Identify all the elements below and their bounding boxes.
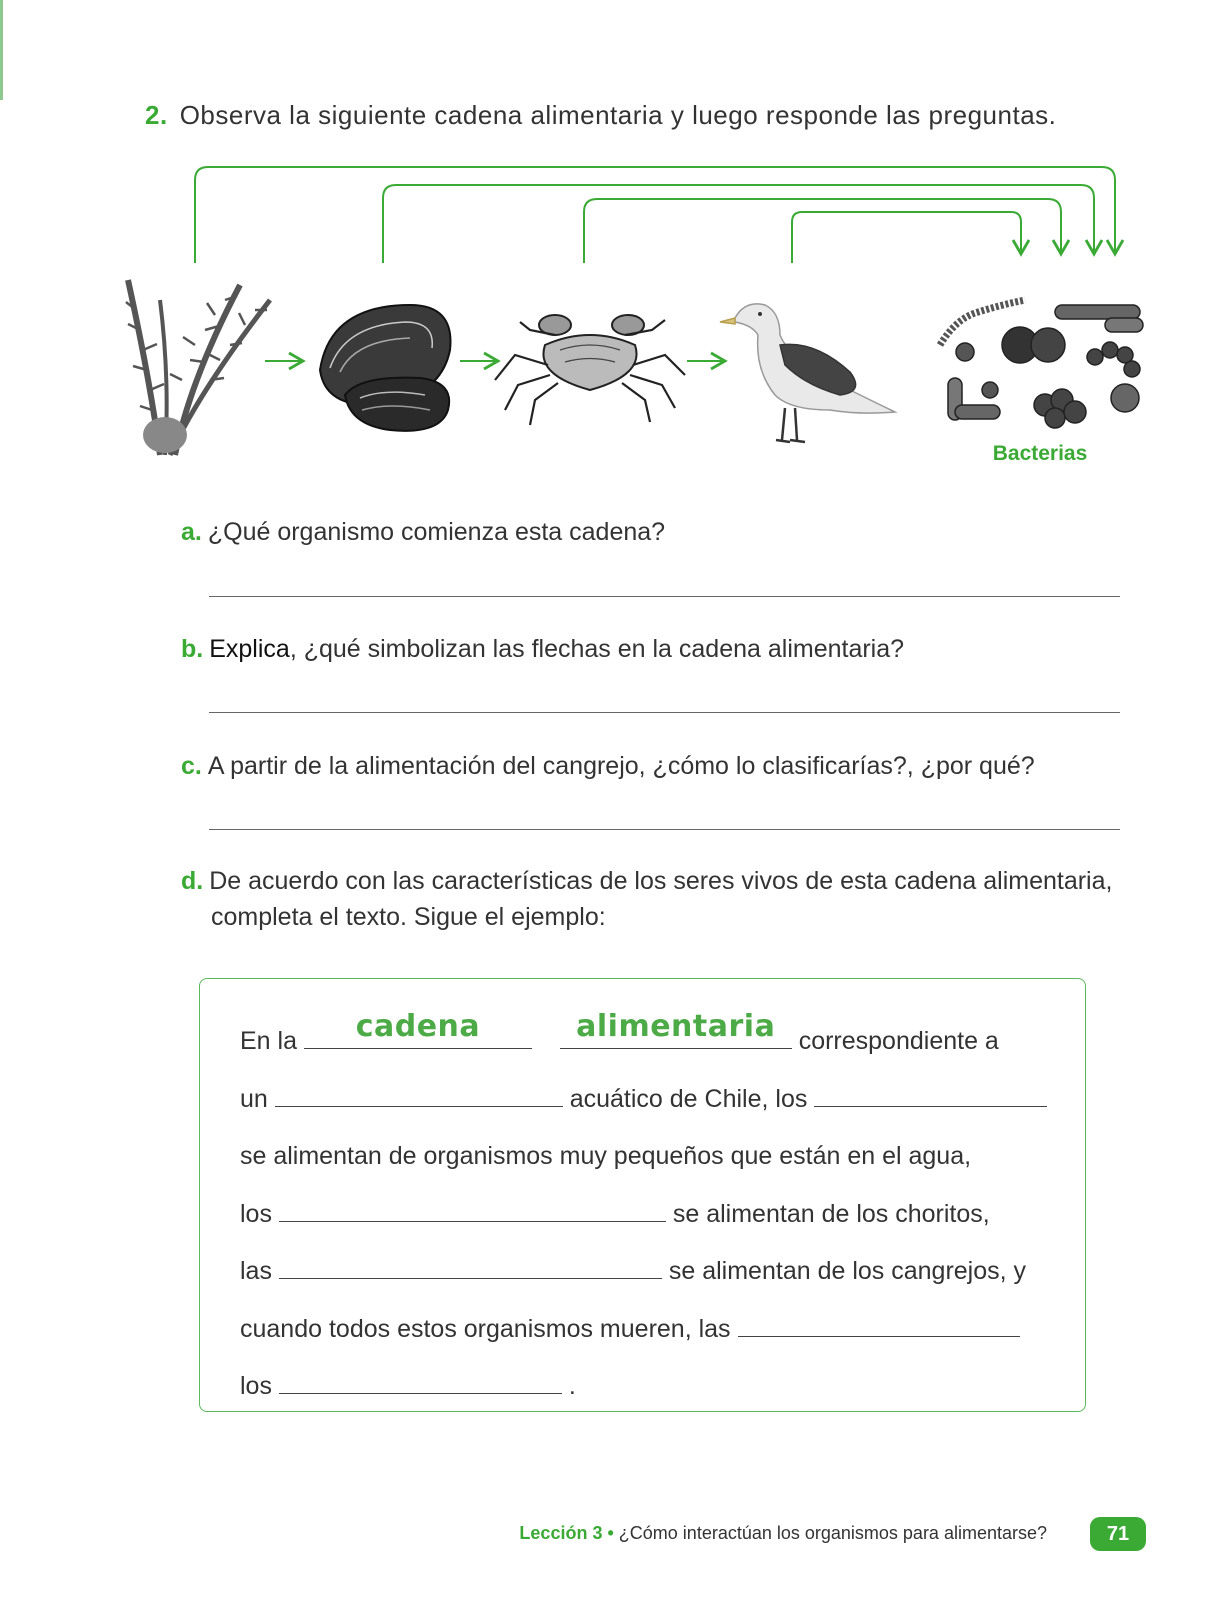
question-c-text: A partir de la alimentación del cangrejo, ¿cómo lo clasificarías?, ¿por qué? [207, 752, 1035, 780]
blank-7[interactable] [738, 1335, 1020, 1337]
blank-5[interactable] [279, 1220, 666, 1222]
crab-icon [495, 315, 685, 425]
fill-line-2-mid: acuático de Chile, los [569, 1085, 808, 1113]
page-footer [519, 1523, 1047, 1544]
fill-line-4-end: se alimentan de los choritos, [672, 1200, 990, 1228]
question-b [181, 635, 904, 664]
footer-lesson: Lección 3 [519, 1523, 603, 1543]
blank-4[interactable] [814, 1105, 1047, 1107]
fill-line-2 [240, 1085, 1047, 1114]
blank-6[interactable] [279, 1277, 662, 1279]
fill-line-5 [240, 1257, 1026, 1286]
question-b-letter: b. [181, 635, 204, 663]
decomposition-arrows [195, 167, 1115, 263]
seagull-icon [720, 304, 895, 442]
exercise-title [145, 100, 1056, 131]
fill-line-7-end: . [568, 1372, 576, 1400]
fill-line-4-start: los [240, 1200, 272, 1228]
food-chain-diagram [0, 150, 1222, 470]
fill-line-6-start: cuando todos estos organismos mueren, las [240, 1315, 731, 1343]
question-a [181, 518, 665, 547]
answer-line-c[interactable] [209, 829, 1120, 830]
question-d-line2: completa el texto. Sigue el ejemplo: [211, 903, 606, 931]
exercise-number: 2. [145, 100, 168, 130]
footer-bullet: • [607, 1523, 614, 1543]
question-a-letter: a. [181, 518, 202, 546]
fill-line-5-end: se alimentan de los cangrejos, y [668, 1257, 1027, 1285]
blank-1[interactable] [304, 1009, 532, 1049]
fill-line-1-start: En la [240, 1027, 297, 1055]
exercise-instruction: Observa la siguiente cadena alimentaria y luego responde las preguntas. [179, 100, 1057, 130]
fill-line-7 [240, 1372, 576, 1401]
answer-line-b[interactable] [209, 712, 1120, 713]
fill-line-1 [240, 1009, 999, 1056]
example-answer-cadena: cadena [355, 1009, 481, 1044]
fill-line-2-start: un [240, 1085, 268, 1113]
mussel-icon [320, 305, 451, 431]
question-d-letter: d. [181, 867, 204, 895]
question-d-line1: De acuerdo con las características de los seres vivos de esta cadena alimentaria, [209, 867, 1113, 895]
decomposition-arrow-mussel [383, 185, 1094, 263]
decomposition-arrow-seagull [792, 212, 1021, 263]
fill-line-3: se alimentan de organismos muy pequeños que están en el agua, [240, 1142, 972, 1170]
question-d [181, 867, 1112, 896]
question-c-letter: c. [181, 752, 202, 780]
question-c [181, 752, 1035, 781]
algae-icon [126, 280, 270, 455]
fill-line-7-start: los [240, 1372, 272, 1400]
decomposition-arrow-algae [195, 167, 1115, 263]
fill-line-4 [240, 1200, 990, 1229]
example-answer-alimentaria: alimentaria [576, 1009, 776, 1044]
footer-title: ¿Cómo interactúan los organismos para alimentarse? [618, 1523, 1047, 1543]
question-b-text: , ¿qué simbolizan las flechas en la cadena alimentaria? [289, 635, 905, 663]
blank-3[interactable] [275, 1105, 563, 1107]
answer-line-a[interactable] [209, 596, 1120, 597]
blank-8[interactable] [279, 1392, 562, 1394]
question-b-keyword: Explica [209, 635, 290, 663]
question-a-text: ¿Qué organismo comienza esta cadena? [207, 518, 666, 546]
fill-line-6 [240, 1315, 1020, 1344]
blank-2[interactable] [560, 1009, 792, 1049]
decomposition-arrow-crab [584, 199, 1061, 263]
fill-line-1-end: correspondiente a [798, 1027, 999, 1055]
fill-line-5-start: las [240, 1257, 272, 1285]
page-number-badge: 71 [1090, 1517, 1146, 1551]
bacteria-icon [940, 300, 1143, 428]
bacteria-label: Bacterias [992, 442, 1088, 465]
page-edge-mark [0, 0, 3, 100]
